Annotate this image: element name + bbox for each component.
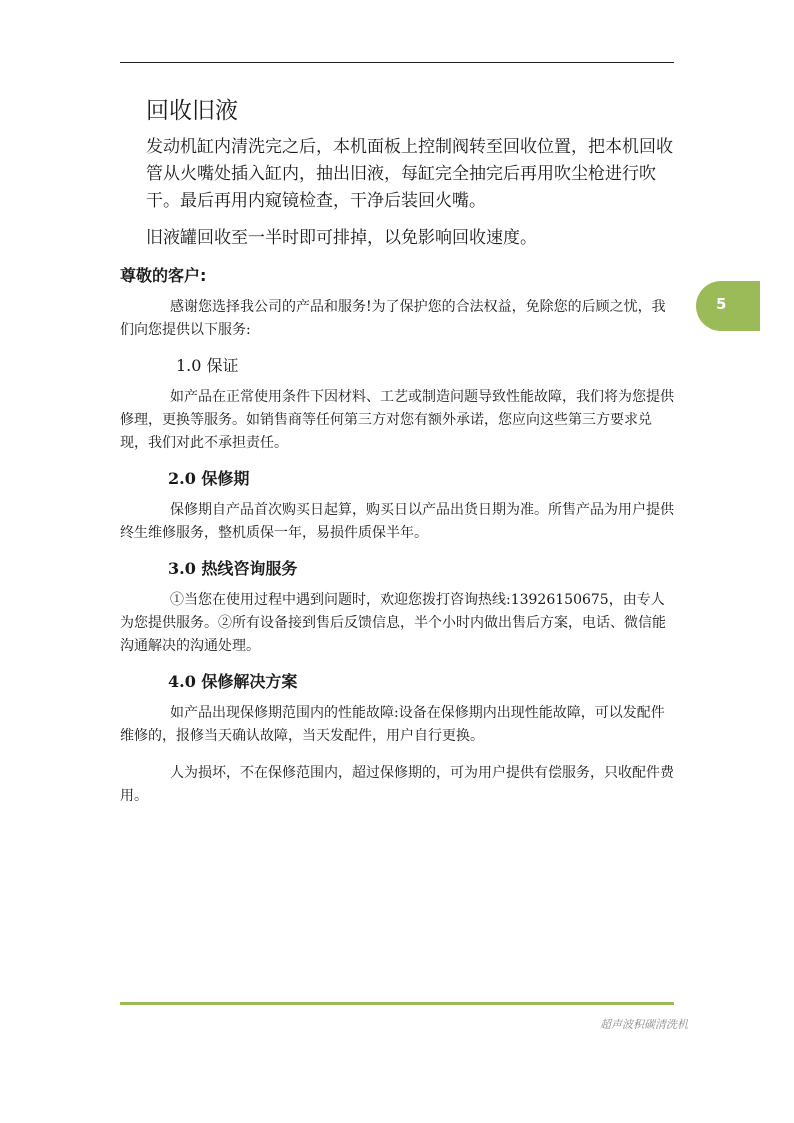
header-rule [120, 62, 674, 63]
section-paragraph: 如产品在正常使用条件下因材料、工艺或制造问题导致性能故障，我们将为您提供修理，更换等服务。如销售商等任何第三方对您有额外承诺，您应向这些第三方要求兑现，我们对此不承担责任。 [120, 389, 674, 451]
recycle-paragraph: 发动机缸内清洗完之后，本机面板上控制阀转至回收位置，把本机回收管从火嘴处插入缸内，抽出旧液，每缸完全抽完后再用吹尘枪进行吹干。最后再用内窥镜检查，干净后装回火嘴。 [146, 137, 673, 211]
section-paragraph: ①当您在使用过程中遇到问题时，欢迎您拨打咨询热线:13926150675，由专人为您提供服务。②所有设备接到售后反馈信息，半个小时内做出售后方案，电话、微信能沟通解决的沟通处理。 [120, 592, 666, 654]
page-content [120, 96, 674, 818]
section-heading-solution: 4.0 保修解决方案 [168, 672, 298, 691]
footer-text: 超声波积碳清洗机 [600, 1018, 688, 1031]
section-heading-warranty: 1.0 保证 [176, 356, 239, 375]
recycle-paragraph: 旧液罐回收至一半时即可排掉，以免影响回收速度。 [146, 228, 537, 248]
customer-greeting: 尊敬的客户: [120, 266, 207, 285]
section-heading-warranty-period: 2.0 保修期 [168, 469, 250, 488]
section-heading-hotline: 3.0 热线咨询服务 [168, 559, 298, 578]
section-paragraph: 保修期自产品首次购买日起算，购买日以产品出货日期为准。所售产品为用户提供终生维修服务，整机质保一年，易损件质保半年。 [120, 502, 674, 541]
page-number-badge: 5 [696, 281, 760, 331]
section-paragraph: 如产品出现保修期范围内的性能故障:设备在保修期内出现性能故障，可以发配件维修的，报修当天确认故障，当天发配件，用户自行更换。 [120, 705, 665, 744]
recycle-title: 回收旧液 [146, 98, 238, 124]
service-intro: 感谢您选择我公司的产品和服务!为了保护您的合法权益，免除您的后顾之忧，我们向您提供以下服务: [120, 299, 666, 338]
footer-rule [120, 1002, 674, 1005]
section-paragraph: 人为损坏，不在保修范围内，超过保修期的，可为用户提供有偿服务，只收配件费用。 [120, 765, 674, 804]
